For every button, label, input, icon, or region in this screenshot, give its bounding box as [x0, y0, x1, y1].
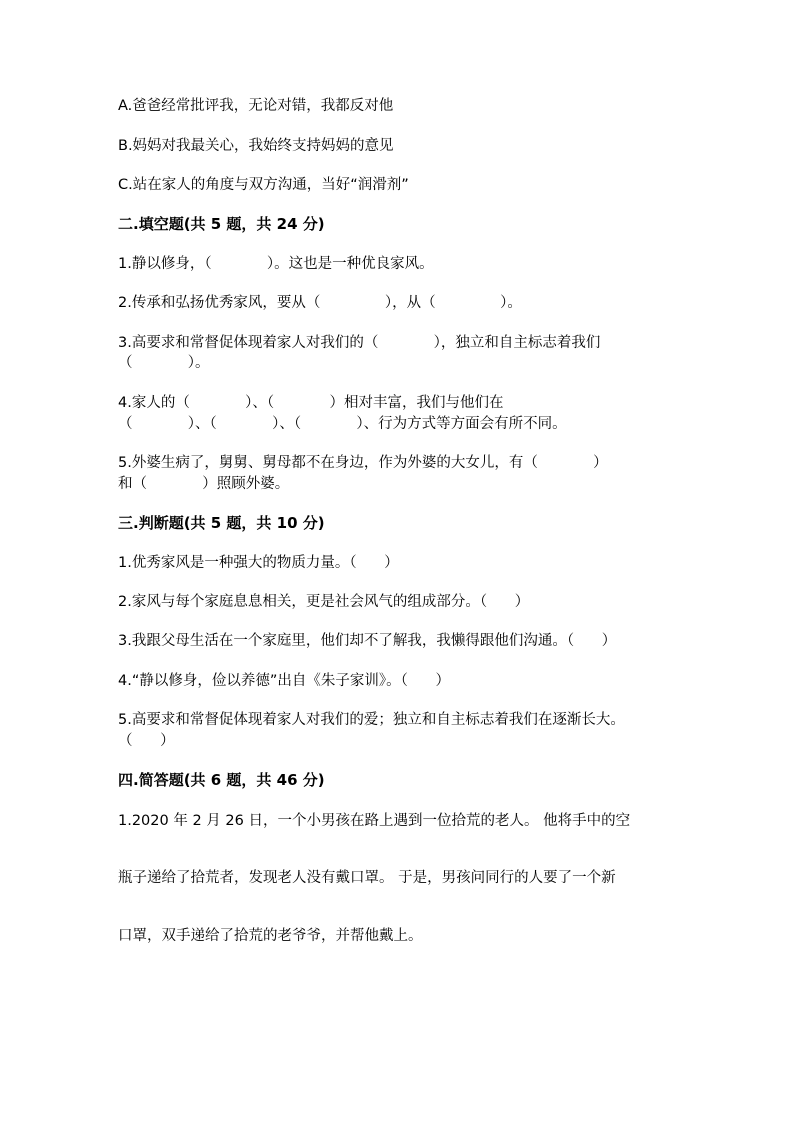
- judge-q5-line1: 5.高要求和常督促体现着家人对我们的爱；独立和自主标志着我们在逐渐长大。: [118, 712, 625, 728]
- option-c: C.站在家人的角度与双方沟通，当好“润滑剂”: [118, 177, 409, 193]
- essay-section-heading: 四.简答题(共 6 题，共 46 分): [118, 771, 325, 789]
- fill-q4-line2: （ ）、（ ）、（ ）、行为方式等方面会有所不同。: [118, 416, 567, 432]
- fill-section-heading: 二.填空题(共 5 题，共 24 分): [118, 215, 325, 233]
- fill-q5-line2: 和（ ）照顾外婆。: [118, 476, 290, 492]
- fill-q4-line1: 4.家人的（ ）、（ ）相对丰富，我们与他们在: [118, 395, 504, 411]
- judge-q2: 2.家风与每个家庭息息相关，更是社会风气的组成部分。（ ）: [118, 594, 530, 610]
- fill-q3-line1: 3.高要求和常督促体现着家人对我们的（ ），独立和自主标志着我们: [118, 335, 601, 351]
- judge-section-heading: 三.判断题(共 5 题，共 10 分): [118, 514, 325, 532]
- option-a: A.爸爸经常批评我，无论对错，我都反对他: [118, 98, 394, 114]
- judge-q4: 4.“静以修身，俭以养德”出自《朱子家训》。（ ）: [118, 673, 451, 689]
- judge-q5-line2: （ ）: [118, 733, 175, 749]
- fill-q2: 2.传承和弘扬优秀家风，要从（ ），从（ ）。: [118, 295, 522, 311]
- judge-q3: 3.我跟父母生活在一个家庭里，他们却不了解我，我懒得跟他们沟通。（ ）: [118, 633, 617, 649]
- essay-q1-line1: 1.2020 年 2 月 26 日，一个小男孩在路上遇到一位拾荒的老人。 他将手中的空: [118, 813, 631, 829]
- judge-q1: 1.优秀家风是一种强大的物质力量。（ ）: [118, 555, 399, 571]
- essay-q1-line2: 瓶子递给了拾荒者，发现老人没有戴口罩。 于是，男孩问同行的人要了一个新: [118, 870, 616, 886]
- fill-q5-line1: 5.外婆生病了，舅舅、舅母都不在身边，作为外婆的大女儿，有（ ）: [118, 455, 608, 471]
- fill-q3-line2: （ ）。: [118, 355, 210, 371]
- essay-q1-line3: 口罩，双手递给了拾荒的老爷爷，并帮他戴上。: [118, 928, 423, 944]
- option-b: B.妈妈对我最关心，我始终支持妈妈的意见: [118, 138, 394, 154]
- fill-q1: 1.静以修身，（ ）。这也是一种优良家风。: [118, 256, 434, 272]
